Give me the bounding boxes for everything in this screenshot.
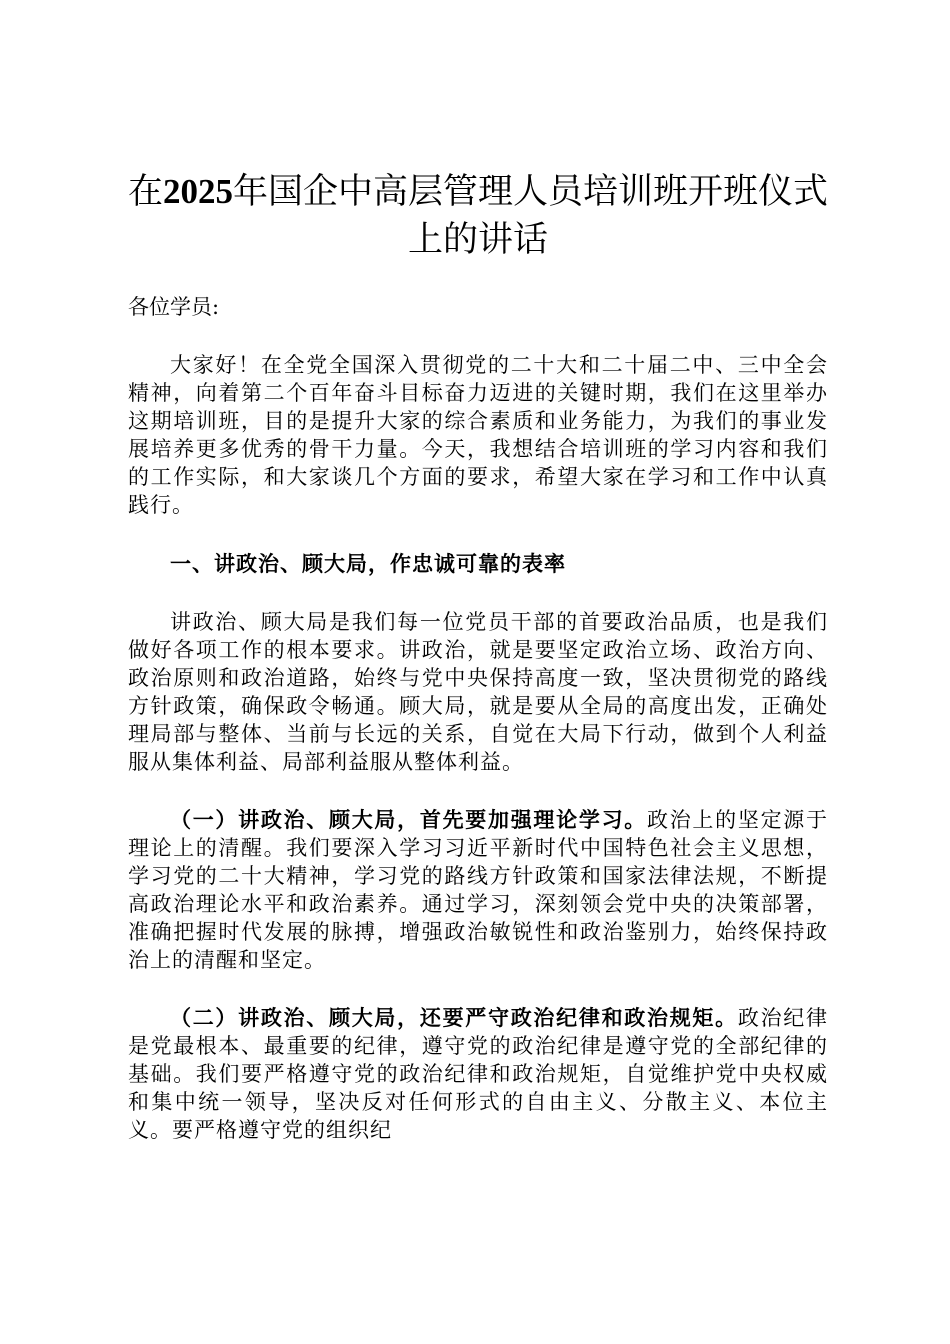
title-rest: 年国企中高层管理人员培训班开班仪式上的讲话 [233,172,829,260]
subsection-2-lead: （二）讲政治、顾大局，还要严守政治纪律和政治规矩。 [170,1005,738,1030]
document-title [122,168,834,264]
subsection-1-paragraph [128,806,828,974]
document-body [128,168,828,1144]
subsection-2-paragraph [128,1004,828,1144]
subsection-1-body: 政治上的坚定源于理论上的清醒。我们要深入学习习近平新时代中国特色社会主义思想，学习党的二十大精神，学习党的路线方针政策和国家法律法规，不断提高政治理论水平和政治素养。通过学习，深刻领会党中央的决策部署，准确把握时代发展的脉搏，增强政治敏锐性和政治鉴别力，始终保持政治上的清醒和坚定。 [128,808,828,972]
intro-paragraph: 大家好！在全党全国深入贯彻党的二十大和二十届二中、三中全会精神，向着第二个百年奋斗目标奋力迈进的关键时期，我们在这里举办这期培训班，目的是提升大家的综合素质和业务能力，为我们的事业发展培养更多优秀的骨干力量。今天，我想结合培训班的学习内容和我们的工作实际，和大家谈几个方面的要求，希望大家在学习和工作中认真践行。 [128,353,828,517]
section-1-paragraph: 讲政治、顾大局是我们每一位党员干部的首要政治品质，也是我们做好各项工作的根本要求。讲政治，就是要坚定政治立场、政治方向、政治原则和政治道路，始终与党中央保持高度一致，坚决贯彻党的路线方针政策，确保政令畅通。顾大局，就是要从全局的高度出发，正确处理局部与整体、当前与长远的关系，自觉在大局下行动，做到个人利益服从集体利益、局部利益服从整体利益。 [128,610,828,774]
title-prefix: 在 [127,172,163,212]
subsection-1-lead: （一）讲政治、顾大局，首先要加强理论学习。 [170,807,647,832]
subsection-2-body: 政治纪律是党最根本、最重要的纪律，遵守党的政治纪律是遵守党的全部纪律的基础。我们要严格遵守党的政治纪律和政治规矩，自觉维护党中央权威和集中统一领导，坚决反对任何形式的自由主义、分散主义、本位主义。要严格遵守党的组织纪 [128,1006,829,1142]
section-1-heading: 一、讲政治、顾大局，作忠诚可靠的表率 [170,551,566,576]
salutation: 各位学员: [128,295,220,319]
title-year: 2025 [163,172,233,211]
